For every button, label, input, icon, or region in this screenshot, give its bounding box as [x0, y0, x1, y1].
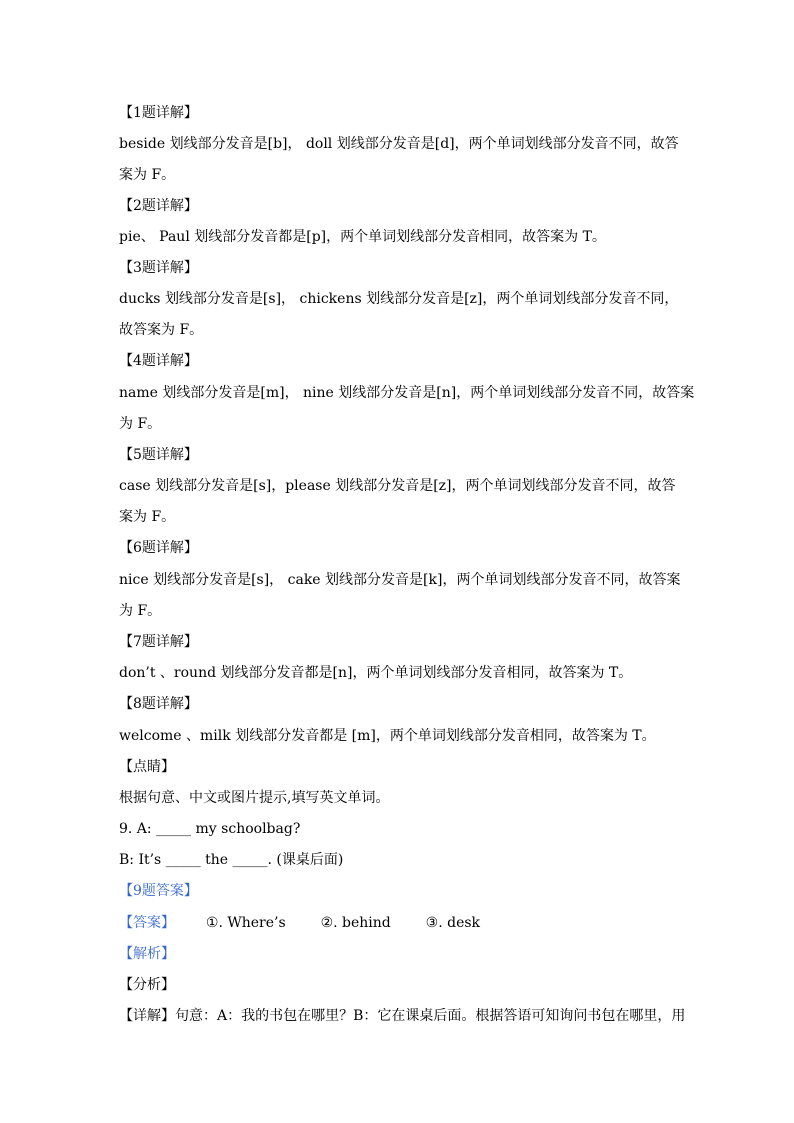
- answer-2: ②. behind: [320, 915, 391, 931]
- section-6-line-1: nice 划线部分发音是[s]， cake 划线部分发音是[k]，两个单词划线部分发音不同，故答案: [119, 572, 681, 588]
- section-6-line-2: 为 F。: [119, 603, 162, 619]
- section-6-header: 【6题详解】: [119, 540, 198, 556]
- section-4-line-2: 为 F。: [119, 416, 162, 432]
- section-3-line-1: ducks 划线部分发音是[s]， chickens 划线部分发音是[z]，两个单词划线部分发音不同，: [119, 291, 679, 307]
- section-2-line-1: pie、 Paul 划线部分发音都是[p]，两个单词划线部分发音相同，故答案为 T。: [119, 229, 606, 245]
- section-4-header: 【4题详解】: [119, 353, 198, 369]
- section-8-line-1: welcome 、milk 划线部分发音都是 [m]，两个单词划线部分发音相同，故答案为 T。: [119, 728, 656, 744]
- dianjing-header: 【点睛】: [119, 759, 175, 775]
- section-5-line-1: case 划线部分发音是[s]，please 划线部分发音是[z]，两个单词划线部分发音不同，故答: [119, 478, 676, 494]
- q9-detail-line: [119, 1007, 686, 1025]
- detail-label: 【详解】: [119, 1008, 175, 1024]
- dianjing-line: 根据句意、中文或图片提示,填写英文单词。: [119, 790, 390, 806]
- q9-answer-header: 【9题答案】: [119, 883, 198, 899]
- section-5-line-2: 案为 F。: [119, 509, 176, 525]
- section-1-header: 【1题详解】: [119, 105, 198, 121]
- section-7-header: 【7题详解】: [119, 634, 198, 650]
- section-7-line-1: don’t 、round 划线部分发音都是[n]，两个单词划线部分发音相同，故答案为 T。: [119, 665, 633, 681]
- section-1-line-2: 案为 F。: [119, 167, 176, 183]
- section-4-line-1: name 划线部分发音是[m]， nine 划线部分发音是[n]，两个单词划线部分发音不同，故答案: [119, 385, 695, 401]
- q9-fenxi-header: 【分析】: [119, 977, 175, 993]
- answer-label: 【答案】: [119, 915, 175, 931]
- q9-answer-row: [119, 914, 679, 932]
- section-1-line-1: beside 划线部分发音是[b]， doll 划线部分发音是[d]，两个单词划线部分发音不同，故答: [119, 136, 679, 152]
- q9-line-1: 9. A: _____ my schoolbag?: [119, 821, 301, 837]
- answer-1: ①. Where’s: [205, 915, 286, 931]
- section-3-header: 【3题详解】: [119, 260, 198, 276]
- detail-text: 句意：A：我的书包在哪里？B：它在课桌后面。根据答语可知询问书包在哪里，用: [175, 1008, 686, 1024]
- section-2-header: 【2题详解】: [119, 198, 198, 214]
- q9-line-2: B: It’s _____ the _____. (课桌后面): [119, 852, 344, 868]
- q9-jiexi-header: 【解析】: [119, 946, 175, 962]
- section-3-line-2: 故答案为 F。: [119, 322, 204, 338]
- section-8-header: 【8题详解】: [119, 696, 198, 712]
- answer-3: ③. desk: [425, 915, 481, 931]
- section-5-header: 【5题详解】: [119, 447, 198, 463]
